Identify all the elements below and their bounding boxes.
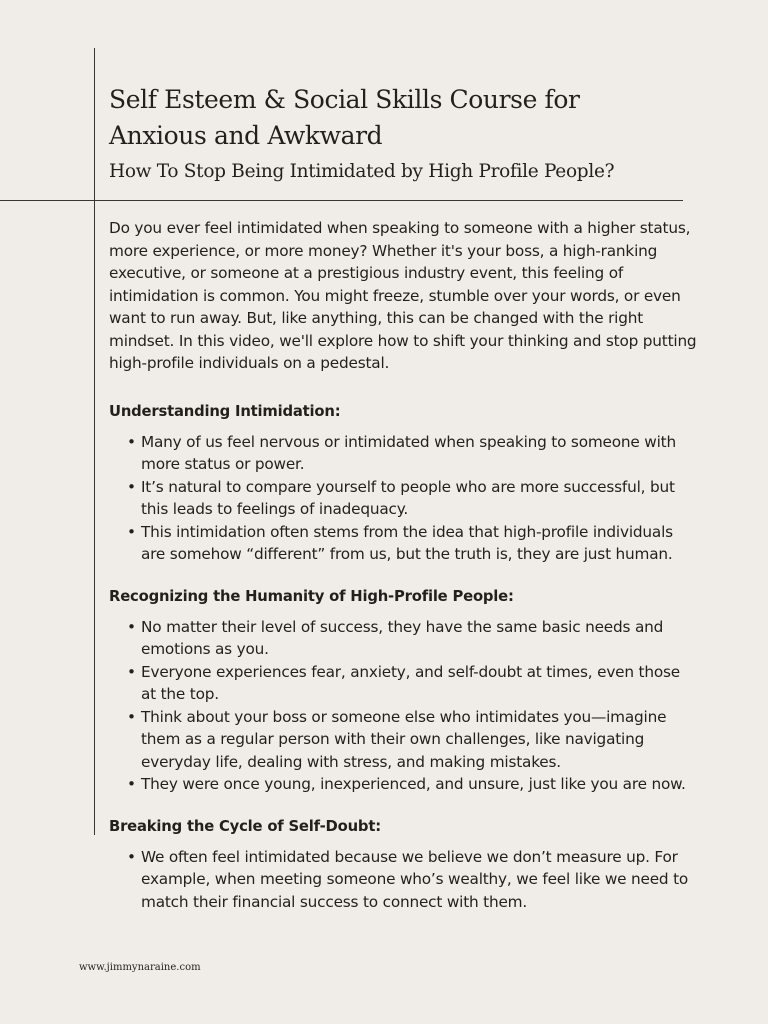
header-divider <box>0 200 683 201</box>
section-heading-understanding: Understanding Intimidation: <box>109 402 341 420</box>
vertical-rule <box>94 48 95 835</box>
list-item: • Think about your boss or someone else who intimidates you—imagine them as a regular person with their own challenges, like navigating everyday life, dealing with stress, and making mistakes. <box>109 706 699 774</box>
bullet-list-understanding <box>109 431 699 566</box>
section-heading-self-doubt: Breaking the Cycle of Self-Doubt: <box>109 817 381 835</box>
document-title <box>109 82 669 154</box>
bullet-list-humanity <box>109 616 699 796</box>
list-item: • They were once young, inexperienced, and unsure, just like you are now. <box>109 773 699 796</box>
document-subtitle: How To Stop Being Intimidated by High Profile People? <box>109 161 615 182</box>
list-item: • No matter their level of success, they have the same basic needs and emotions as you. <box>109 616 699 661</box>
footer-website: www.jimmynaraine.com <box>79 962 201 973</box>
intro-paragraph: Do you ever feel intimidated when speaking to someone with a higher status, more experience, or more money? Whether it's your boss, a high-ranking executive, or someone at a prestigious industry event, this feeling of intimidation is common. You might freeze, stumble over your words, or even want to run away. But, like anything, this can be changed with the right mindset. In this video, we'll explore how to shift your thinking and stop putting high-profile individuals on a pedestal. <box>109 219 697 372</box>
list-item: • This intimidation often stems from the idea that high-profile individuals are somehow “different” from us, but the truth is, they are just human. <box>109 521 699 566</box>
title-line-1: Self Esteem & Social Skills Course for <box>109 85 580 114</box>
list-item: • Everyone experiences fear, anxiety, and self-doubt at times, even those at the top. <box>109 661 699 706</box>
list-item: • Many of us feel nervous or intimidated when speaking to someone with more status or power. <box>109 431 699 476</box>
section-heading-humanity: Recognizing the Humanity of High-Profile People: <box>109 587 514 605</box>
bullet-list-self-doubt <box>109 846 699 914</box>
body-content <box>109 217 699 913</box>
list-item: • We often feel intimidated because we believe we don’t measure up. For example, when meeting someone who’s wealthy, we feel like we need to match their financial success to connect with them. <box>109 846 699 914</box>
list-item: • It’s natural to compare yourself to people who are more successful, but this leads to feelings of inadequacy. <box>109 476 699 521</box>
title-line-2: Anxious and Awkward <box>109 121 383 150</box>
